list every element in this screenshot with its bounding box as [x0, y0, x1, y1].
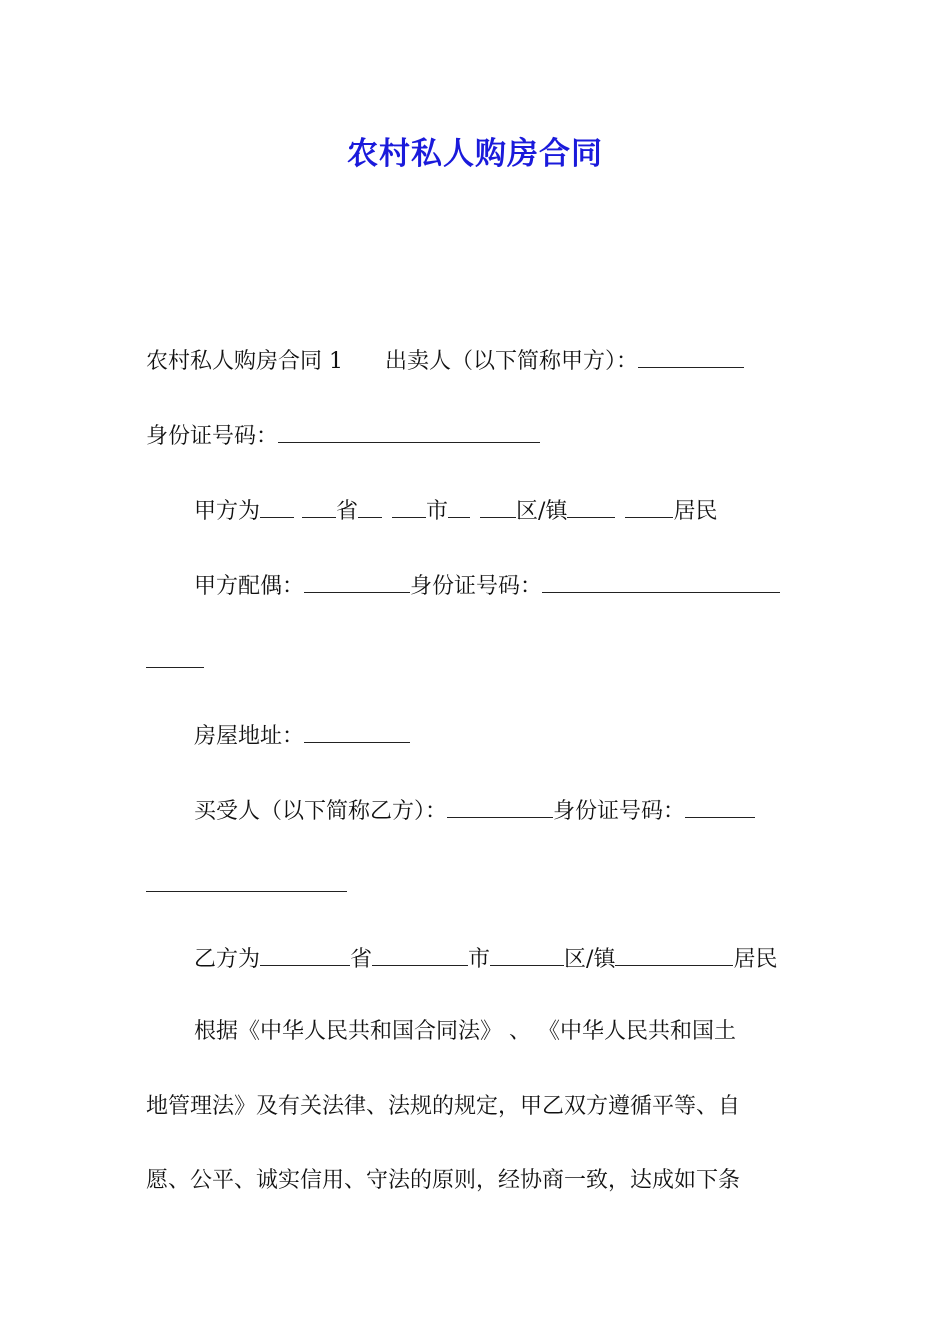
- seller-line: [146, 345, 806, 377]
- spouse-id-label: 身份证号码：: [410, 574, 543, 599]
- address-label: 房屋地址：: [194, 724, 305, 749]
- district-blank-a[interactable]: [448, 495, 470, 518]
- spouse-id-blank[interactable]: [542, 570, 780, 593]
- residence-prefix: 甲方为: [194, 499, 261, 524]
- buyer-resident-label: 居民: [733, 947, 778, 972]
- address-blank[interactable]: [304, 720, 410, 743]
- seller-id-blank[interactable]: [278, 420, 540, 443]
- paragraph-line-1: 根据《中华人民共和国合同法》 、 《中华人民共和国土: [194, 1019, 736, 1044]
- seller-id-line: [146, 420, 806, 452]
- buyer-province-label: 省: [350, 947, 373, 972]
- address-line: [194, 720, 806, 752]
- buyer-id-blank[interactable]: [685, 795, 755, 818]
- city-blank-a[interactable]: [358, 495, 382, 518]
- buyer-residence-prefix: 乙方为: [194, 947, 261, 972]
- document-title: 农村私人购房合同: [347, 136, 603, 172]
- town-blank-b[interactable]: [625, 495, 673, 518]
- seller-id-label: 身份证号码：: [146, 424, 279, 449]
- resident-label: 居民: [673, 499, 718, 524]
- city-label: 市: [426, 499, 449, 524]
- buyer-residence-line: [194, 943, 806, 975]
- buyer-district-label: 区/镇: [564, 947, 616, 972]
- province-label: 省: [336, 499, 359, 524]
- spouse-label: 甲方配偶：: [194, 574, 305, 599]
- town-blank-a[interactable]: [567, 495, 615, 518]
- contract-heading-text: 农村私人购房合同 1: [146, 349, 343, 374]
- district-label: 区/镇: [516, 499, 568, 524]
- buyer-province-blank[interactable]: [260, 943, 350, 966]
- seller-name-blank[interactable]: [638, 345, 744, 368]
- seller-spouse-line: [194, 570, 806, 602]
- seller-label: 出卖人（以下简称甲方）：: [385, 349, 639, 374]
- spouse-id-blank-continued: [146, 667, 204, 668]
- province-blank-a[interactable]: [260, 495, 294, 518]
- province-blank-b[interactable]: [302, 495, 336, 518]
- district-blank-b[interactable]: [480, 495, 516, 518]
- buyer-city-blank[interactable]: [372, 943, 468, 966]
- buyer-city-label: 市: [468, 947, 491, 972]
- buyer-line: [194, 795, 806, 827]
- buyer-town-blank[interactable]: [615, 943, 733, 966]
- buyer-name-blank[interactable]: [447, 795, 553, 818]
- seller-residence-line: [194, 495, 806, 527]
- buyer-id-label: 身份证号码：: [553, 799, 686, 824]
- buyer-id-blank-continued: [146, 891, 347, 892]
- buyer-label: 买受人（以下简称乙方）：: [194, 799, 448, 824]
- buyer-district-blank[interactable]: [490, 943, 564, 966]
- city-blank-b[interactable]: [392, 495, 426, 518]
- spouse-name-blank[interactable]: [304, 570, 410, 593]
- paragraph-line-2: 地管理法》及有关法律、法规的规定，甲乙双方遵循平等、自: [146, 1094, 741, 1119]
- paragraph-line-3: 愿、公平、诚实信用、守法的原则，经协商一致，达成如下条: [146, 1168, 741, 1193]
